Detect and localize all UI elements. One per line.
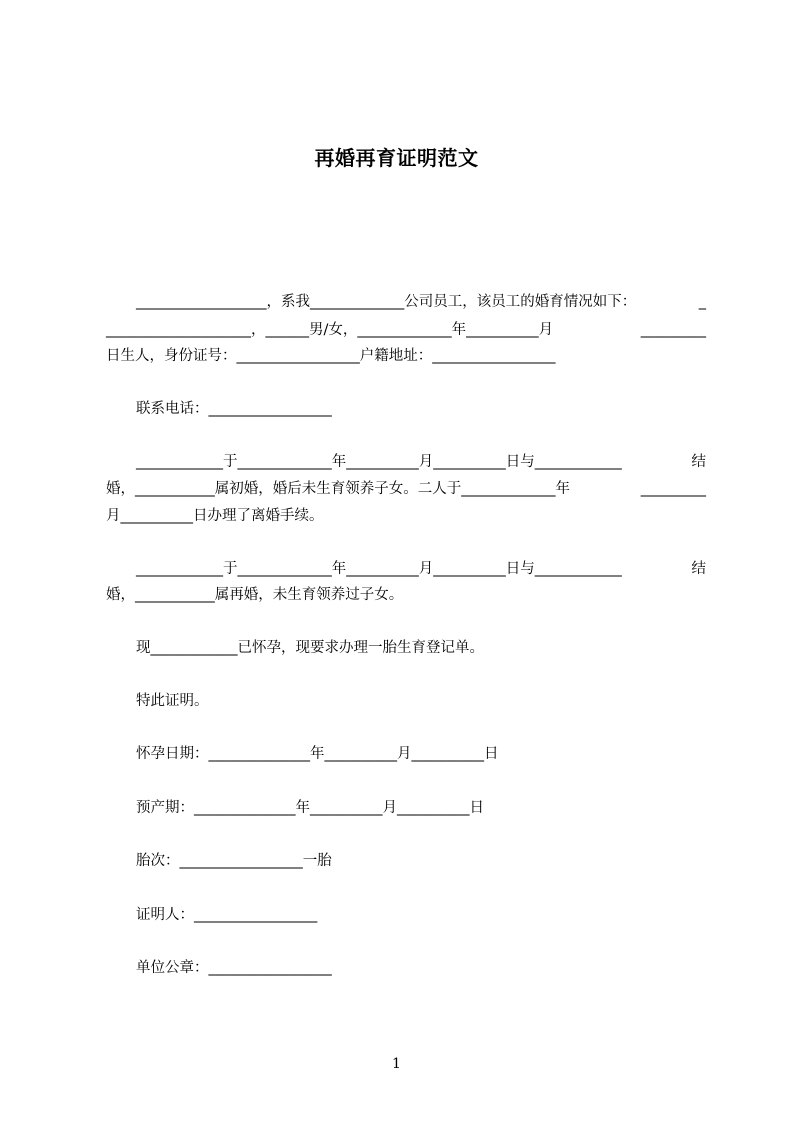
paragraph-intro-line-1 bbox=[136, 292, 706, 312]
first-marriage-line-1 bbox=[136, 452, 706, 472]
page-number: 1 bbox=[392, 1056, 401, 1072]
paragraph-intro-line-2 bbox=[106, 320, 706, 340]
certification-line: 特此证明。 bbox=[136, 693, 209, 709]
text-segment: 结 bbox=[691, 561, 706, 577]
text-segment: _ bbox=[698, 294, 706, 310]
text-segment: __________________，系我_____________公司员工，该员工的婚育情况如下： bbox=[136, 294, 637, 310]
document-title: 再婚再育证明范文 bbox=[314, 146, 479, 170]
text-segment: 结 bbox=[691, 454, 706, 470]
phone-line: 联系电话：_________________ bbox=[136, 401, 332, 417]
birth-order-line: 胎次：_________________一胎 bbox=[136, 853, 332, 869]
first-marriage-line-3: 月__________日办理了离婚手续。 bbox=[106, 508, 324, 524]
text-segment: ____________于_____________年__________月__________日与____________ bbox=[136, 561, 622, 577]
witness-line: 证明人：_________________ bbox=[136, 907, 318, 923]
text-segment: 婚，___________属初婚，婚后未生育领养子女。二人于_____________年 bbox=[106, 481, 570, 497]
remarriage-line-2: 婚，___________属再婚，未生育领养过子女。 bbox=[106, 587, 404, 603]
paragraph-intro-line-3: 日生人，身份证号：_________________户籍地址：_________________ bbox=[106, 348, 556, 364]
due-date-line: 预产期：______________年__________月__________日 bbox=[136, 800, 484, 816]
pregnancy-line: 现____________已怀孕，现要求办理一胎生育登记单。 bbox=[136, 640, 484, 656]
text-segment: ____________________，______男/女，_____________年__________月 bbox=[106, 322, 554, 338]
pregnancy-date-line: 怀孕日期：______________年__________月__________日 bbox=[136, 746, 499, 762]
first-marriage-line-2 bbox=[106, 479, 706, 499]
text-segment: _________ bbox=[640, 481, 706, 497]
text-segment: ____________于_____________年__________月__________日与____________ bbox=[136, 454, 622, 470]
remarriage-line-1 bbox=[136, 559, 706, 579]
text-segment: _________ bbox=[640, 322, 706, 338]
company-seal-line: 单位公章：_________________ bbox=[136, 960, 332, 976]
